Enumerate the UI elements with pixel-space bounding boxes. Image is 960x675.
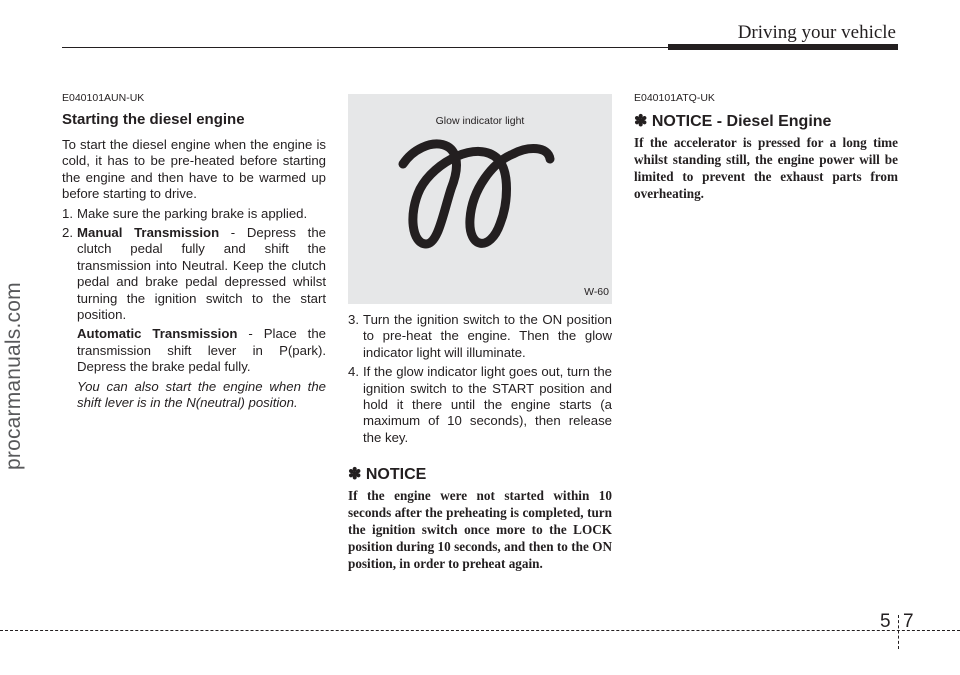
- glow-indicator-figure: [348, 94, 612, 304]
- intro-paragraph: To start the diesel engine when the engine is cold, it has to be pre-heated before starting the engine and then have to be warmed up before starting to drive.: [62, 137, 326, 202]
- italic-note: You can also start the engine when the shift lever is in the N(neutral) position.: [77, 378, 326, 411]
- notice-body: If the engine were not started within 10 seconds after the preheating is completed, turn the ignition switch once more to the LOCK position during 10 seconds, and then to the ON position, in order to preheat again.: [348, 488, 612, 572]
- step-text: Turn the ignition switch to the ON position to pre-heat the engine. Then the glow indicator light will illuminate.: [363, 312, 612, 360]
- step-text: If the glow indicator light goes out, turn the ignition switch to the START position and hold it there until the engine starts (a maximum of 10 seconds), then release the key.: [363, 364, 612, 445]
- page-number: 7: [903, 611, 914, 632]
- footer-divider: [898, 615, 899, 649]
- figure-label: Glow indicator light: [435, 115, 525, 127]
- list-item: [348, 312, 612, 361]
- list-item: [348, 364, 612, 446]
- steps-list-continued: [348, 312, 612, 446]
- notice-body: If the accelerator is pressed for a long time whilst standing still, the engine power will be limited to prevent the exhaust parts from overheating.: [634, 135, 898, 201]
- notice-star-icon: ✽: [634, 113, 648, 130]
- middle-column: [348, 94, 612, 572]
- left-column: [62, 92, 326, 412]
- step-number: 2.: [62, 225, 73, 241]
- list-item: [62, 225, 326, 323]
- footer-rule: [0, 630, 960, 631]
- step-bold-label: Manual Transmission: [77, 225, 220, 241]
- step-number: 3.: [348, 312, 359, 327]
- step-text: Make sure the parking brake is applied.: [77, 205, 308, 221]
- header-bar: [668, 44, 898, 50]
- figure-code: W-60: [584, 286, 609, 298]
- list-item: [62, 206, 326, 222]
- running-header: Driving your vehicle: [737, 22, 896, 43]
- notice-title: NOTICE - Diesel Engine: [651, 113, 832, 130]
- section-number: 5: [880, 611, 891, 632]
- right-column: [634, 92, 898, 202]
- step-text: [77, 225, 326, 323]
- notice-heading: [348, 464, 612, 484]
- steps-list: [62, 206, 326, 324]
- step-number: 1.: [62, 205, 73, 221]
- automatic-transmission-text: [77, 326, 326, 375]
- notice-title: NOTICE: [365, 466, 427, 484]
- section-code: E040101ATQ-UK: [634, 92, 715, 104]
- watermark: procarmanuals.com: [2, 282, 25, 470]
- sub-bold-label: Automatic Transmission: [77, 326, 238, 342]
- notice-star-icon: ✽: [348, 466, 362, 484]
- sub-body: - Place the transmission shift lever in P(park). Depress the brake pedal fully.: [77, 326, 326, 375]
- notice-heading: [634, 111, 898, 131]
- section-code: E040101AUN-UK: [62, 92, 145, 104]
- section-heading: Starting the diesel engine: [62, 111, 245, 128]
- step-body: - Depress the clutch pedal fully and shift the transmission into Neutral. Keep the clutch pedal and brake pedal depressed whilst turning the ignition switch to the start position.: [77, 225, 326, 323]
- step-number: 4.: [348, 364, 359, 380]
